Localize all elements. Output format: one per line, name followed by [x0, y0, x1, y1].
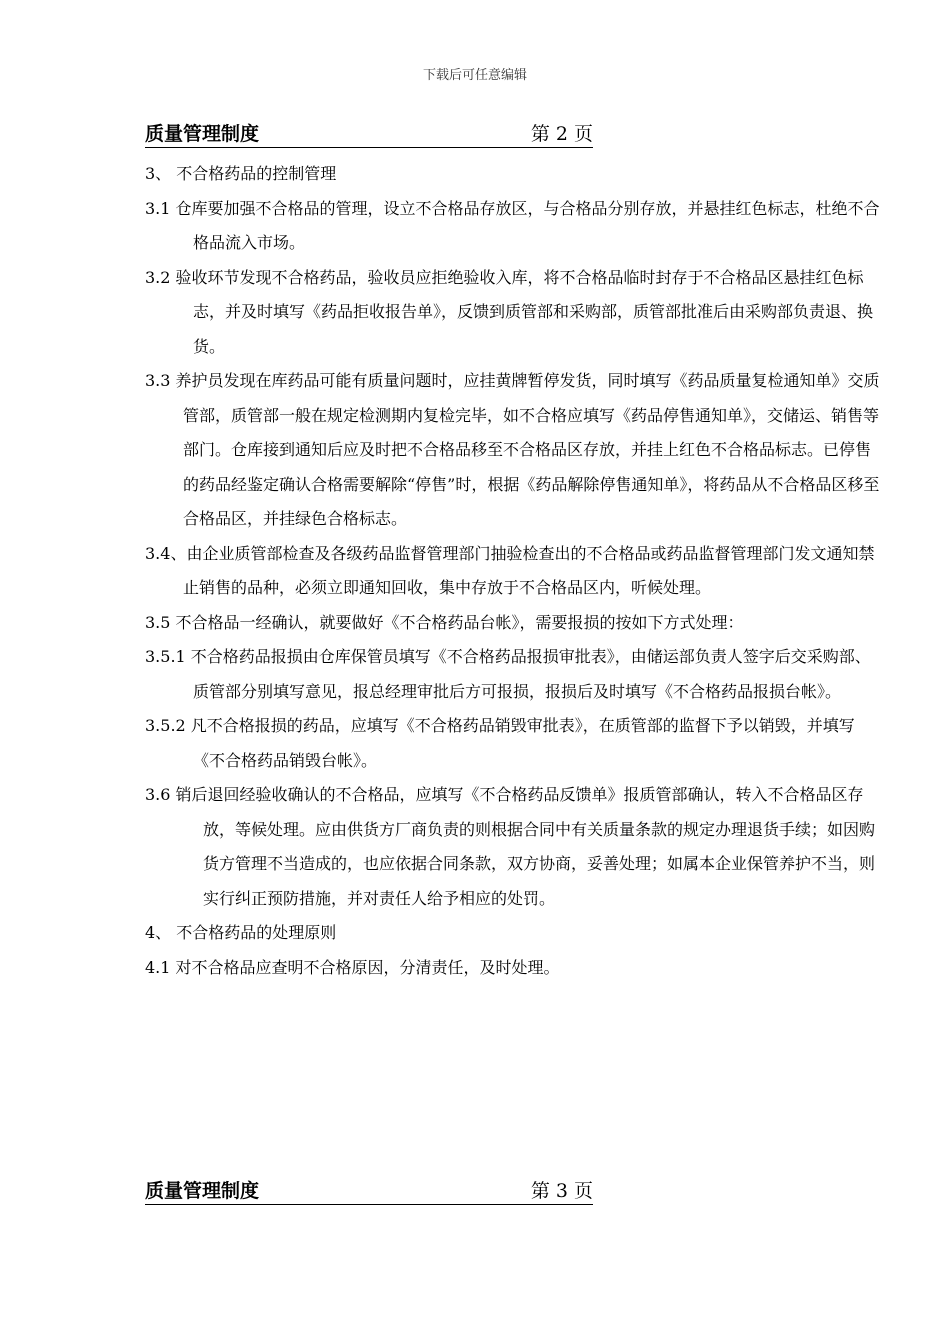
paragraph-3-6: 3.6 销后退回经验收确认的不合格品，应填写《不合格药品反馈单》报质管部确认，转入不合格品区存放，等候处理。应由供货方厂商负责的则根据合同中有关质量条款的规定办理退货手续；如因购货方管理不当造成的，也应依据合同条款，双方协商，妥善处理；如属本企业保管养护不当，则实行纠正预防措施，并对责任人给予相应的处罚。 — [145, 785, 876, 908]
paragraph-3-1: 3.1 仓库要加强不合格品的管理，设立不合格品存放区，与合格品分别存放，并悬挂红色标志，杜绝不合格品流入市场。 — [145, 198, 880, 252]
page-header-top — [145, 121, 593, 148]
header-page-number: 第 2 页 — [530, 123, 593, 145]
section-heading-4: 4、 不合格药品的处理原则 — [145, 923, 337, 942]
paragraph-3-4: 3.4、由企业质管部检查及各级药品监督管理部门抽验检查出的不合格品或药品监督管理部门发文通知禁止销售的品种，必须立即通知回收，集中存放于不合格品区内，听候处理。 — [145, 543, 875, 597]
page-header-bottom — [145, 1178, 593, 1205]
header-title: 质量管理制度 — [145, 1180, 260, 1202]
paragraph-3-3: 3.3 养护员发现在库药品可能有质量问题时，应挂黄牌暂停发货，同时填写《药品质量复检通知单》交质管部，质管部一般在规定检测期内复检完毕，如不合格应填写《药品停售通知单》，交储运、销售等部门。仓库接到通知后应及时把不合格品移至不合格品区存放，并挂上红色不合格品标志。已停售的药品经鉴定确认合格需要解除“停售”时，根据《药品解除停售通知单》，将药品从不合格品区移至合格品区，并挂绿色合格标志。 — [145, 371, 880, 528]
document-body — [145, 157, 880, 985]
header-title: 质量管理制度 — [145, 123, 260, 145]
section-heading-3: 3、 不合格药品的控制管理 — [145, 164, 337, 183]
paragraph-3-5-2: 3.5.2 凡不合格报损的药品，应填写《不合格药品销毁审批表》，在质管部的监督下予以销毁，并填写《不合格药品销毁台帐》。 — [145, 716, 855, 770]
paragraph-4-1: 4.1 对不合格品应查明不合格原因，分清责任，及时处理。 — [145, 957, 560, 977]
paragraph-3-5: 3.5 不合格品一经确认，就要做好《不合格药品台帐》，需要报损的按如下方式处理： — [145, 612, 744, 632]
header-page-number: 第 3 页 — [530, 1180, 593, 1202]
paragraph-3-5-1: 3.5.1 不合格药品报损由仓库保管员填写《不合格药品报损审批表》，由储运部负责人签字后交采购部、质管部分别填写意见，报总经理审批后方可报损，报损后及时填写《不合格药品报损台帐》。 — [145, 647, 871, 701]
paragraph-3-2: 3.2 验收环节发现不合格药品，验收员应拒绝验收入库，将不合格品临时封存于不合格品区悬挂红色标志，并及时填写《药品拒收报告单》，反馈到质管部和采购部，质管部批准后由采购部负责退、换货。 — [145, 267, 874, 356]
page-note: 下载后可任意编辑 — [422, 68, 527, 83]
